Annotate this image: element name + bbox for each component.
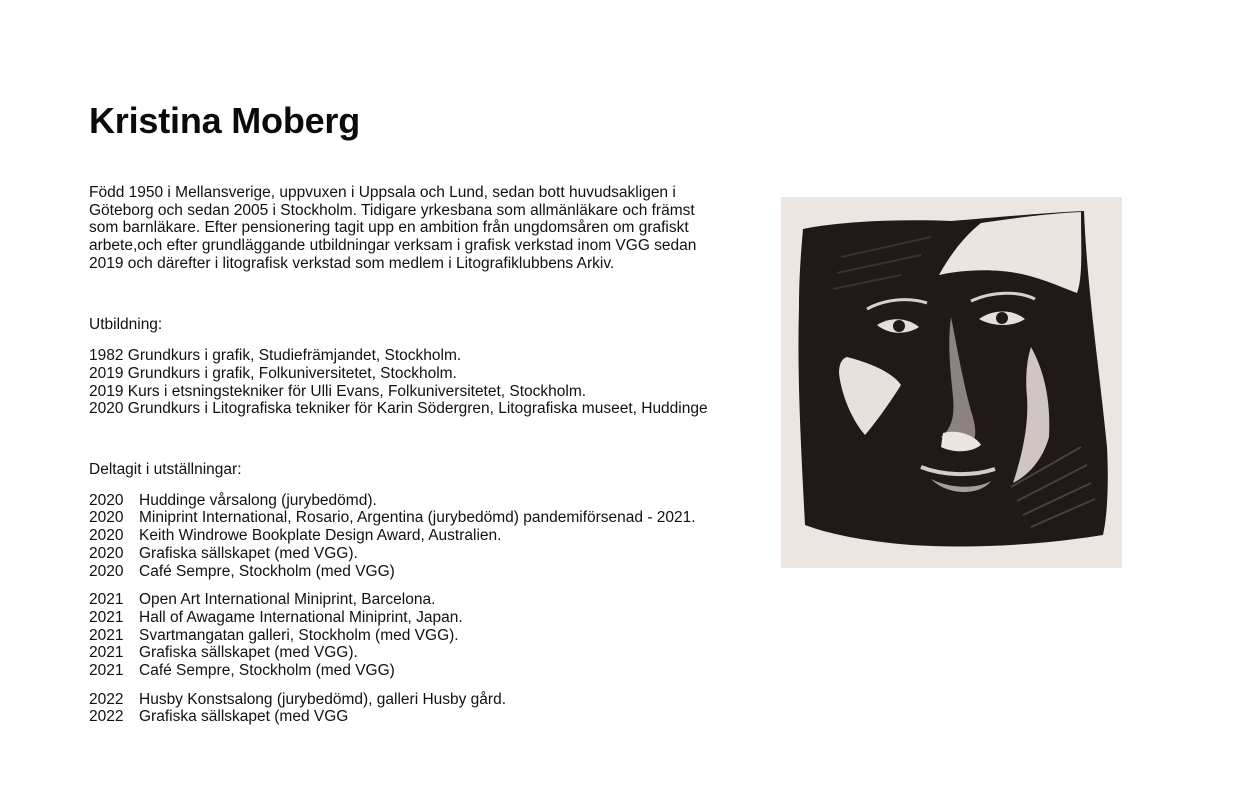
exhibition-year: 2020 [89, 527, 124, 545]
education-list [89, 347, 749, 418]
education-item: 2019 Grundkurs i grafik, Folkuniversitetet, Stockholm. [89, 364, 457, 382]
artist-name: Kristina Moberg [89, 100, 361, 141]
exhibition-group-2022 [89, 691, 749, 726]
exhibition-year: 2020 [89, 544, 124, 562]
exhibition-item [89, 527, 749, 545]
exhibition-year: 2021 [89, 608, 124, 626]
exhibition-item [89, 563, 749, 581]
exhibition-item [89, 644, 749, 662]
exhibition-text: Grafiska sällskapet (med VGG). [139, 644, 358, 662]
exhibition-item [89, 627, 749, 645]
exhibition-text: Husby Konstsalong (jurybedömd), galleri Husby gård. [139, 690, 507, 708]
education-item: 1982 Grundkurs i grafik, Studiefrämjandet, Stockholm. [89, 347, 462, 365]
exhibition-text: Miniprint International, Rosario, Argentina (jurybedömd) pandemiförsenad - 2021. [139, 509, 696, 527]
right-pupil [996, 312, 1008, 324]
education-heading: Utbildning: [89, 315, 163, 333]
exhibition-text: Café Sempre, Stockholm (med VGG) [139, 562, 395, 580]
exhibition-year: 2021 [89, 662, 124, 680]
exhibition-item [89, 492, 749, 510]
exhibition-year: 2021 [89, 591, 124, 609]
exhibition-year: 2022 [89, 690, 124, 708]
exhibition-text: Keith Windrowe Bookplate Design Award, Australien. [139, 527, 502, 545]
exhibition-group-2020 [89, 492, 749, 581]
exhibition-year: 2021 [89, 626, 124, 644]
portrait-artwork [781, 197, 1122, 568]
left-pupil [893, 320, 905, 332]
exhibition-text: Hall of Awagame International Miniprint, Japan. [139, 608, 463, 626]
exhibition-item [89, 545, 749, 563]
education-item: 2019 Kurs i etsningstekniker för Ulli Evans, Folkuniversitetet, Stockholm. [89, 382, 587, 400]
exhibition-text: Svartmangatan galleri, Stockholm (med VGG). [139, 626, 459, 644]
exhibition-item [89, 591, 749, 609]
exhibition-text: Grafiska sällskapet (med VGG [139, 708, 349, 726]
exhibition-group-2021 [89, 591, 749, 680]
exhibition-year: 2020 [89, 562, 124, 580]
exhibition-year: 2021 [89, 644, 124, 662]
exhibition-text: Huddinge vårsalong (jurybedömd). [139, 491, 377, 509]
exhibition-item [89, 691, 749, 709]
exhibition-year: 2020 [89, 491, 124, 509]
exhibition-item [89, 509, 749, 527]
artist-bio: Född 1950 i Mellansverige, uppvuxen i Uppsala och Lund, sedan bott huvudsakligen i Göteborg och sedan 2005 i Stockholm. Tidigare yrkesbana som allmänläkare och främst som barnläkare. Efter pensionering tagit upp en ambition från ungdomsåren om grafiskt arbete,och efter grundläggande utbildningar verksam i grafisk verkstad inom VGG sedan 2019 och därefter i litografisk verkstad som medlem i Litografiklubbens Arkiv. [89, 184, 697, 272]
exhibition-item [89, 708, 749, 726]
exhibition-year: 2020 [89, 509, 124, 527]
portrait-print-image [781, 197, 1122, 568]
exhibition-year: 2022 [89, 708, 124, 726]
exhibition-text: Open Art International Miniprint, Barcelona. [139, 591, 436, 609]
exhibition-text: Grafiska sällskapet (med VGG). [139, 544, 358, 562]
exhibition-item [89, 609, 749, 627]
text-column [89, 184, 749, 726]
exhibition-item [89, 662, 749, 680]
exhibitions-heading: Deltagit i utställningar: [89, 461, 242, 479]
exhibition-text: Café Sempre, Stockholm (med VGG) [139, 662, 395, 680]
education-item: 2020 Grundkurs i Litografiska tekniker för Karin Södergren, Litografiska museet, Huddinge [89, 400, 708, 418]
